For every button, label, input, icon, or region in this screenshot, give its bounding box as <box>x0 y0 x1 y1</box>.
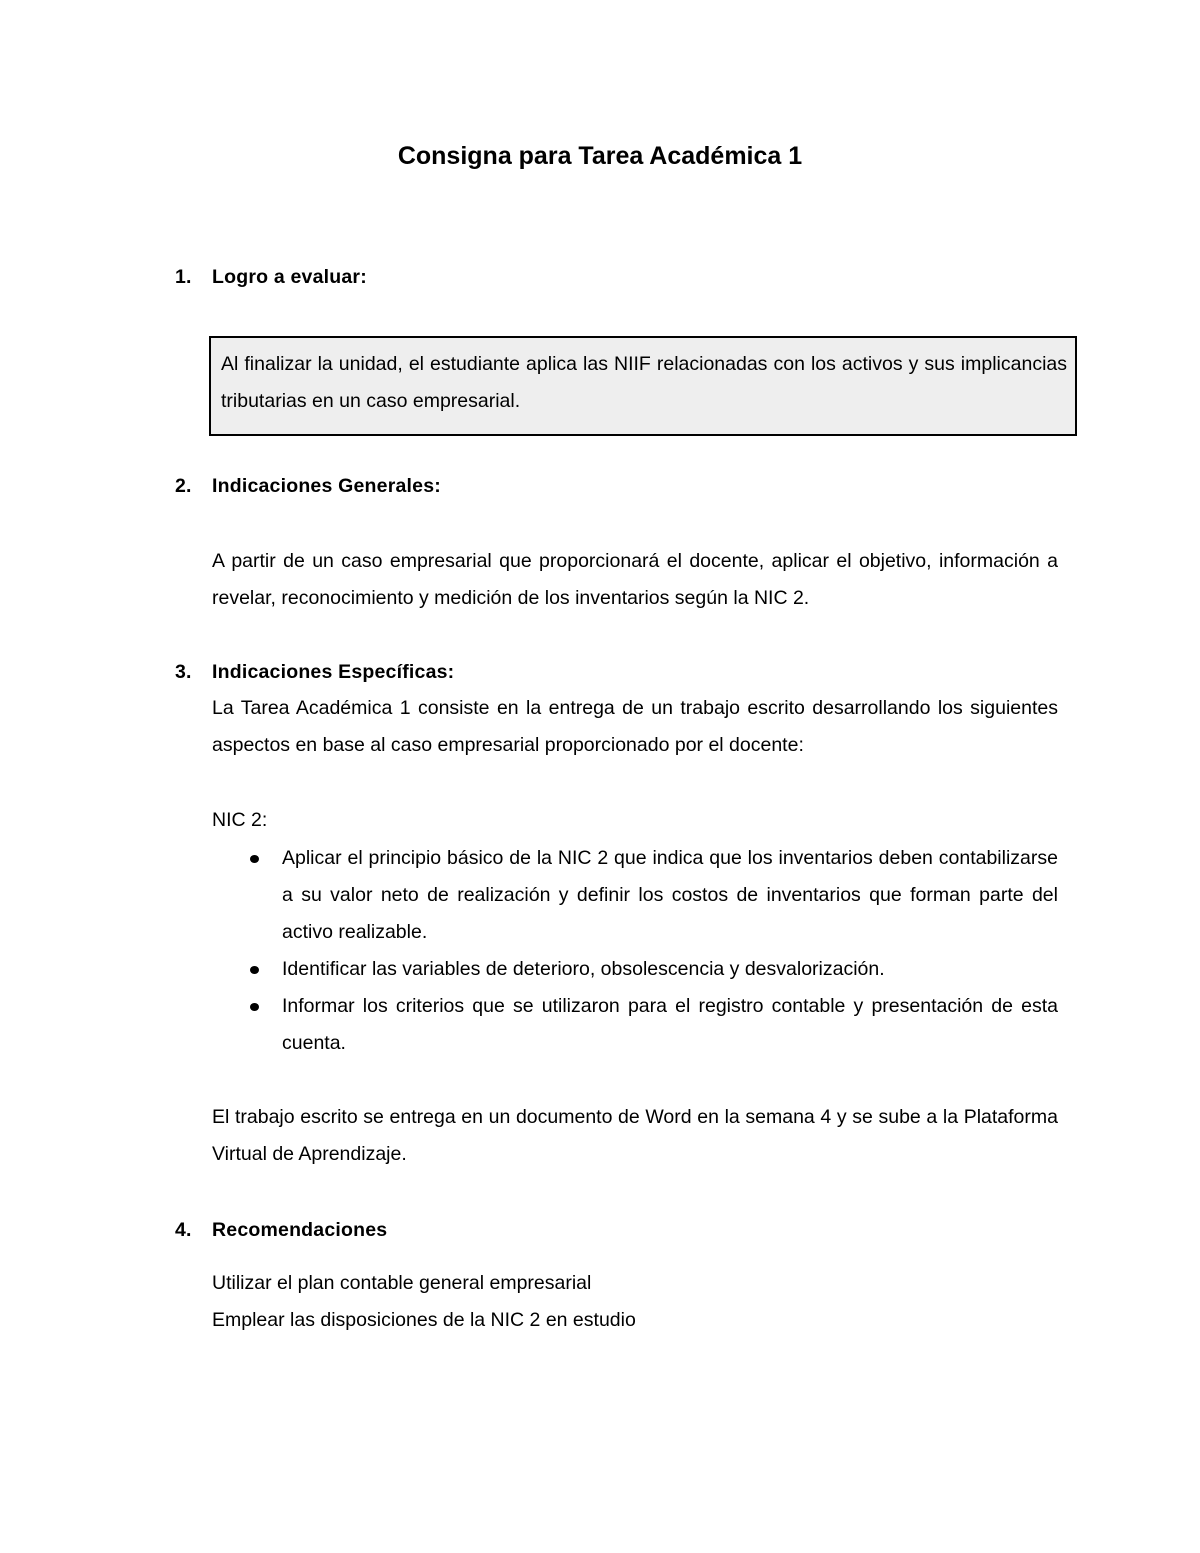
logro-text: Al finalizar la unidad, el estudiante aplica las NIIF relacionadas con los activos y sus implicancias tributarias en un caso empresarial. <box>221 353 1067 412</box>
section-number: 1. <box>175 266 192 288</box>
section-heading-especificas <box>175 661 454 684</box>
section-heading-recomendaciones <box>175 1219 387 1242</box>
list-item <box>212 840 1058 951</box>
especificas-intro: La Tarea Académica 1 consiste en la entrega de un trabajo escrito desarrollando los siguientes aspectos en base al caso empresarial proporcionado por el docente: <box>212 697 1058 756</box>
nic-bullet-list <box>212 840 1058 1062</box>
section-title: Logro a evaluar: <box>212 266 367 288</box>
section-heading-generales <box>175 475 441 498</box>
page-title: Consigna para Tarea Académica 1 <box>397 142 803 170</box>
recomendacion-item: Utilizar el plan contable general empresarial <box>212 1272 592 1294</box>
section-number: 4. <box>175 1219 192 1241</box>
section-title: Recomendaciones <box>212 1219 388 1241</box>
section-number: 3. <box>175 661 192 683</box>
bullet-icon <box>250 1003 259 1011</box>
section-heading-logro <box>175 266 367 289</box>
bullet-icon <box>250 855 259 863</box>
list-item <box>212 988 1058 1062</box>
bullet-icon <box>250 966 259 974</box>
bullet-text: Aplicar el principio básico de la NIC 2 que indica que los inventarios deben contabilizarse a su valor neto de realización y definir los costos de inventarios que forman parte del activo realizable. <box>282 847 1058 943</box>
section-number: 2. <box>175 475 192 497</box>
nic-label: NIC 2: <box>212 809 268 831</box>
entrega-text: El trabajo escrito se entrega en un documento de Word en la semana 4 y se sube a la Plataforma Virtual de Aprendizaje. <box>212 1106 1058 1165</box>
list-item <box>212 951 1058 988</box>
recomendacion-item: Emplear las disposiciones de la NIC 2 en estudio <box>212 1309 636 1331</box>
section-title: Indicaciones Específicas: <box>212 661 455 683</box>
logro-box <box>209 336 1077 436</box>
indicaciones-generales-text: A partir de un caso empresarial que proporcionará el docente, aplicar el objetivo, información a revelar, reconocimiento y medición de los inventarios según la NIC 2. <box>212 550 1058 609</box>
section-title: Indicaciones Generales: <box>212 475 441 497</box>
bullet-text: Identificar las variables de deterioro, obsolescencia y desvalorización. <box>282 958 885 980</box>
bullet-text: Informar los criterios que se utilizaron para el registro contable y presentación de esta cuenta. <box>282 995 1058 1054</box>
